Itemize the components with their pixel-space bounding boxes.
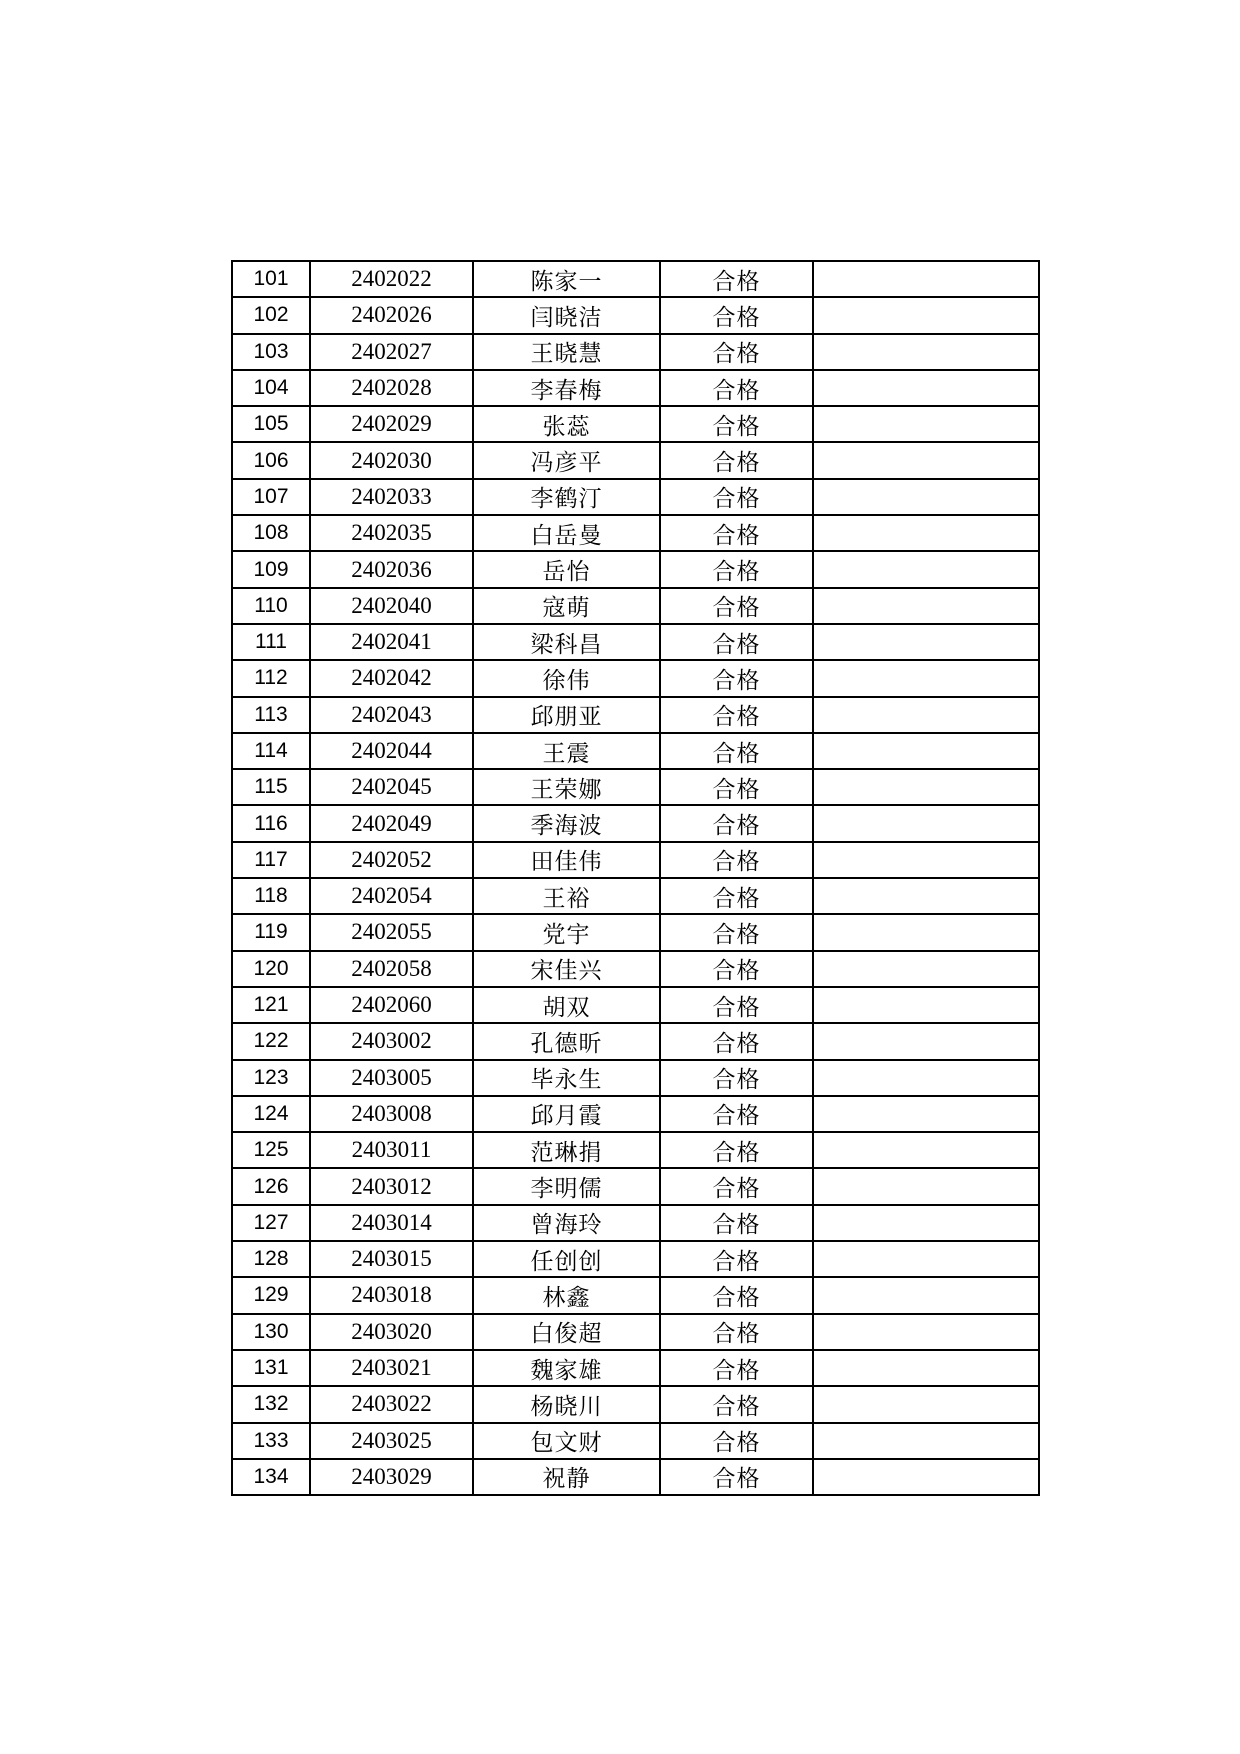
results-table [231,260,1040,1496]
candidate-id-cell: 2403002 [310,1023,473,1059]
candidate-id-cell: 2402022 [310,261,473,297]
candidate-id-cell: 2403022 [310,1386,473,1422]
candidate-name-cell: 魏家雄 [473,1350,660,1386]
table-row [232,297,1039,333]
row-number-cell: 112 [232,660,310,696]
note-cell [813,297,1039,333]
row-number-cell: 133 [232,1423,310,1459]
result-cell: 合格 [660,1423,813,1459]
candidate-id-cell: 2403011 [310,1132,473,1168]
row-number-cell: 131 [232,1350,310,1386]
row-number-cell: 117 [232,842,310,878]
result-cell: 合格 [660,479,813,515]
candidate-id-cell: 2402026 [310,297,473,333]
candidate-id-cell: 2403018 [310,1277,473,1313]
note-cell [813,334,1039,370]
result-cell: 合格 [660,297,813,333]
table-row [232,805,1039,841]
candidate-name-cell: 白俊超 [473,1314,660,1350]
candidate-name-cell: 党宇 [473,914,660,950]
table-row [232,551,1039,587]
candidate-id-cell: 2403008 [310,1096,473,1132]
table-row [232,1277,1039,1313]
row-number-cell: 120 [232,951,310,987]
table-row [232,951,1039,987]
result-cell: 合格 [660,515,813,551]
table-row [232,624,1039,660]
candidate-id-cell: 2403021 [310,1350,473,1386]
note-cell [813,1423,1039,1459]
note-cell [813,733,1039,769]
candidate-name-cell: 李春梅 [473,370,660,406]
note-cell [813,1132,1039,1168]
result-cell: 合格 [660,1241,813,1277]
candidate-name-cell: 徐伟 [473,660,660,696]
row-number-cell: 121 [232,987,310,1023]
table-row [232,261,1039,297]
note-cell [813,1168,1039,1204]
candidate-name-cell: 宋佳兴 [473,951,660,987]
note-cell [813,588,1039,624]
candidate-id-cell: 2402029 [310,406,473,442]
candidate-id-cell: 2402054 [310,878,473,914]
candidate-name-cell: 梁科昌 [473,624,660,660]
candidate-id-cell: 2403025 [310,1423,473,1459]
note-cell [813,1386,1039,1422]
result-cell: 合格 [660,1060,813,1096]
candidate-id-cell: 2402043 [310,697,473,733]
candidate-name-cell: 白岳曼 [473,515,660,551]
result-cell: 合格 [660,551,813,587]
candidate-id-cell: 2402045 [310,769,473,805]
candidate-id-cell: 2402049 [310,805,473,841]
note-cell [813,805,1039,841]
candidate-name-cell: 冯彦平 [473,442,660,478]
row-number-cell: 110 [232,588,310,624]
row-number-cell: 105 [232,406,310,442]
row-number-cell: 132 [232,1386,310,1422]
row-number-cell: 128 [232,1241,310,1277]
note-cell [813,515,1039,551]
note-cell [813,987,1039,1023]
candidate-name-cell: 任创创 [473,1241,660,1277]
note-cell [813,660,1039,696]
row-number-cell: 113 [232,697,310,733]
row-number-cell: 109 [232,551,310,587]
note-cell [813,551,1039,587]
candidate-name-cell: 邱朋亚 [473,697,660,733]
row-number-cell: 114 [232,733,310,769]
row-number-cell: 130 [232,1314,310,1350]
result-cell: 合格 [660,951,813,987]
note-cell [813,769,1039,805]
result-cell: 合格 [660,1277,813,1313]
table-row [232,769,1039,805]
row-number-cell: 102 [232,297,310,333]
result-cell: 合格 [660,261,813,297]
result-cell: 合格 [660,878,813,914]
result-cell: 合格 [660,1096,813,1132]
note-cell [813,479,1039,515]
candidate-id-cell: 2402055 [310,914,473,950]
table-row [232,588,1039,624]
row-number-cell: 126 [232,1168,310,1204]
result-cell: 合格 [660,1350,813,1386]
candidate-id-cell: 2402060 [310,987,473,1023]
table-row [232,697,1039,733]
result-cell: 合格 [660,624,813,660]
table-row [232,1132,1039,1168]
table-row [232,1314,1039,1350]
row-number-cell: 103 [232,334,310,370]
result-cell: 合格 [660,769,813,805]
note-cell [813,1314,1039,1350]
note-cell [813,370,1039,406]
note-cell [813,1205,1039,1241]
row-number-cell: 119 [232,914,310,950]
result-cell: 合格 [660,1132,813,1168]
table-row [232,1023,1039,1059]
note-cell [813,1241,1039,1277]
result-cell: 合格 [660,1023,813,1059]
candidate-name-cell: 王荣娜 [473,769,660,805]
table-row [232,334,1039,370]
row-number-cell: 104 [232,370,310,406]
candidate-id-cell: 2402058 [310,951,473,987]
candidate-name-cell: 季海波 [473,805,660,841]
candidate-id-cell: 2403015 [310,1241,473,1277]
results-table-body [232,261,1039,1495]
note-cell [813,878,1039,914]
row-number-cell: 106 [232,442,310,478]
row-number-cell: 125 [232,1132,310,1168]
candidate-name-cell: 孔德昕 [473,1023,660,1059]
table-row [232,1060,1039,1096]
candidate-name-cell: 李明儒 [473,1168,660,1204]
result-cell: 合格 [660,987,813,1023]
candidate-name-cell: 范琳捐 [473,1132,660,1168]
note-cell [813,1277,1039,1313]
table-row [232,842,1039,878]
candidate-name-cell: 张蕊 [473,406,660,442]
result-cell: 合格 [660,588,813,624]
table-row [232,1096,1039,1132]
candidate-id-cell: 2402042 [310,660,473,696]
table-row [232,406,1039,442]
candidate-id-cell: 2402033 [310,479,473,515]
note-cell [813,951,1039,987]
note-cell [813,1096,1039,1132]
note-cell [813,697,1039,733]
result-cell: 合格 [660,1168,813,1204]
candidate-name-cell: 岳怡 [473,551,660,587]
note-cell [813,1459,1039,1495]
row-number-cell: 118 [232,878,310,914]
result-cell: 合格 [660,660,813,696]
result-cell: 合格 [660,1205,813,1241]
table-row [232,1423,1039,1459]
candidate-name-cell: 曾海玲 [473,1205,660,1241]
table-row [232,479,1039,515]
table-row [232,660,1039,696]
candidate-name-cell: 祝静 [473,1459,660,1495]
candidate-name-cell: 李鹤汀 [473,479,660,515]
table-row [232,878,1039,914]
note-cell [813,1350,1039,1386]
candidate-id-cell: 2402028 [310,370,473,406]
result-cell: 合格 [660,697,813,733]
table-row [232,914,1039,950]
candidate-id-cell: 2402027 [310,334,473,370]
row-number-cell: 123 [232,1060,310,1096]
table-row [232,1459,1039,1495]
row-number-cell: 122 [232,1023,310,1059]
row-number-cell: 116 [232,805,310,841]
table-row [232,1241,1039,1277]
candidate-name-cell: 田佳伟 [473,842,660,878]
candidate-id-cell: 2403005 [310,1060,473,1096]
note-cell [813,1023,1039,1059]
result-cell: 合格 [660,914,813,950]
candidate-id-cell: 2402040 [310,588,473,624]
candidate-id-cell: 2402044 [310,733,473,769]
candidate-name-cell: 王晓慧 [473,334,660,370]
candidate-name-cell: 邱月霞 [473,1096,660,1132]
row-number-cell: 108 [232,515,310,551]
candidate-name-cell: 毕永生 [473,1060,660,1096]
table-row [232,370,1039,406]
candidate-name-cell: 林鑫 [473,1277,660,1313]
note-cell [813,406,1039,442]
candidate-id-cell: 2402036 [310,551,473,587]
candidate-name-cell: 杨晓川 [473,1386,660,1422]
candidate-name-cell: 闫晓洁 [473,297,660,333]
result-cell: 合格 [660,442,813,478]
row-number-cell: 107 [232,479,310,515]
result-cell: 合格 [660,842,813,878]
row-number-cell: 127 [232,1205,310,1241]
row-number-cell: 115 [232,769,310,805]
row-number-cell: 134 [232,1459,310,1495]
note-cell [813,624,1039,660]
candidate-id-cell: 2402030 [310,442,473,478]
note-cell [813,261,1039,297]
candidate-id-cell: 2402052 [310,842,473,878]
candidate-name-cell: 王裕 [473,878,660,914]
table-row [232,733,1039,769]
candidate-id-cell: 2402035 [310,515,473,551]
table-row [232,1205,1039,1241]
note-cell [813,1060,1039,1096]
result-cell: 合格 [660,1459,813,1495]
note-cell [813,442,1039,478]
result-cell: 合格 [660,805,813,841]
candidate-id-cell: 2403020 [310,1314,473,1350]
table-row [232,442,1039,478]
result-cell: 合格 [660,406,813,442]
candidate-name-cell: 陈家一 [473,261,660,297]
candidate-id-cell: 2403014 [310,1205,473,1241]
candidate-id-cell: 2403029 [310,1459,473,1495]
note-cell [813,842,1039,878]
note-cell [813,914,1039,950]
result-cell: 合格 [660,733,813,769]
table-row [232,987,1039,1023]
candidate-name-cell: 包文财 [473,1423,660,1459]
row-number-cell: 101 [232,261,310,297]
table-row [232,1168,1039,1204]
candidate-name-cell: 寇萌 [473,588,660,624]
candidate-name-cell: 王震 [473,733,660,769]
table-row [232,515,1039,551]
result-cell: 合格 [660,1386,813,1422]
table-row [232,1386,1039,1422]
candidate-id-cell: 2402041 [310,624,473,660]
row-number-cell: 129 [232,1277,310,1313]
table-row [232,1350,1039,1386]
candidate-id-cell: 2403012 [310,1168,473,1204]
result-cell: 合格 [660,370,813,406]
result-cell: 合格 [660,334,813,370]
row-number-cell: 124 [232,1096,310,1132]
candidate-name-cell: 胡双 [473,987,660,1023]
result-cell: 合格 [660,1314,813,1350]
row-number-cell: 111 [232,624,310,660]
